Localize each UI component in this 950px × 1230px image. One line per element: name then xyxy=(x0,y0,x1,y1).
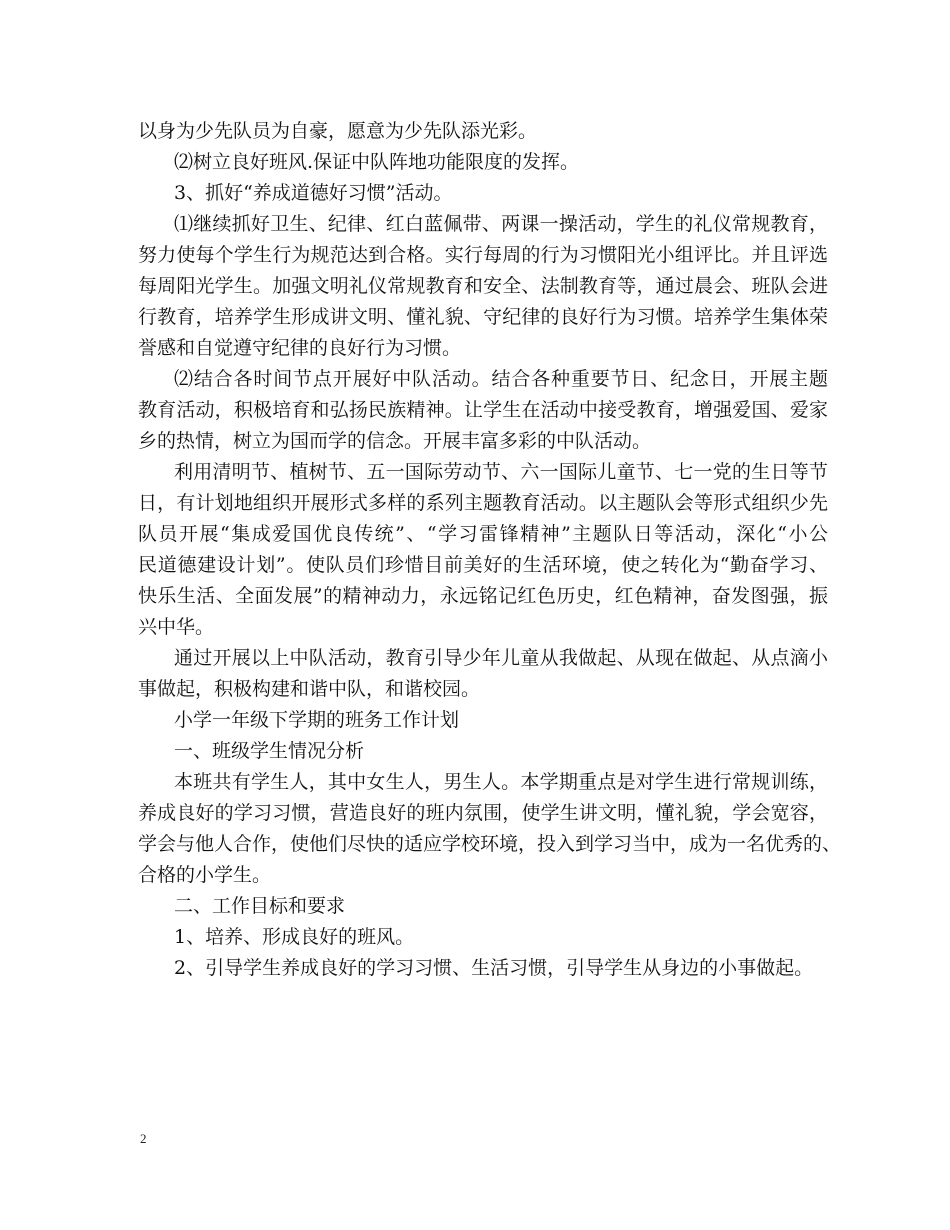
text-line: 通过开展以上中队活动，教育引导少年儿童从我做起、从现在做起、从点滴小 xyxy=(174,647,828,669)
text-line: 快乐生活、全面发展”的精神动力，永远铭记红色历史，红色精神，奋发图强，振 xyxy=(138,585,828,607)
text-line: 民道德建设计划”。使队员们珍惜目前美好的生活环境，使之转化为“勤奋学习、 xyxy=(138,554,828,576)
text-line: 小学一年级下学期的班务工作计划 xyxy=(174,709,460,731)
text-line: 每周阳光学生。加强文明礼仪常规教育和安全、法制教育等，通过晨会、班队会进 xyxy=(138,275,828,297)
page-number: 2 xyxy=(140,1131,147,1146)
text-line: 兴中华。 xyxy=(138,616,215,638)
text-line: 2、引导学生养成良好的学习习惯、生活习惯，引导学生从身边的小事做起。 xyxy=(174,957,814,979)
text-line: 本班共有学生人，其中女生人，男生人。本学期重点是对学生进行常规训练， xyxy=(174,771,828,793)
text-line: 利用清明节、植树节、五一国际劳动节、六一国际儿童节、七一党的生日等节 xyxy=(174,461,828,483)
text-line: 日，有计划地组织开展形式多样的系列主题教育活动。以主题队会等形式组织少先 xyxy=(138,492,828,514)
text-line: 3、抓好“养成道德好习惯”活动。 xyxy=(174,182,453,204)
text-line: 队员开展“集成爱国优良传统”、“学习雷锋精神”主题队日等活动，深化“小公 xyxy=(138,523,828,545)
text-line: 合格的小学生。 xyxy=(138,864,272,886)
text-line: 事做起，积极构建和谐中队，和谐校园。 xyxy=(138,678,481,700)
text-line: 誉感和自觉遵守纪律的良好行为习惯。 xyxy=(138,337,462,359)
text-line: ⑵结合各时间节点开展好中队活动。结合各种重要节日、纪念日，开展主题 xyxy=(174,368,828,390)
text-line: 学会与他人合作，使他们尽快的适应学校环境，投入到学习当中，成为一名优秀的、 xyxy=(138,833,842,855)
text-line: ⑴继续抓好卫生、纪律、红白蓝佩带、两课一操活动，学生的礼仪常规教育， xyxy=(174,213,828,235)
text-line: 二、工作目标和要求 xyxy=(174,895,346,917)
text-line: 努力使每个学生行为规范达到合格。实行每周的行为习惯阳光小组评比。并且评选 xyxy=(138,244,828,266)
text-line: 一、班级学生情况分析 xyxy=(174,740,365,762)
text-line: ⑵树立良好班风.保证中队阵地功能限度的发挥。 xyxy=(174,151,580,173)
text-line: 教育活动，积极培育和弘扬民族精神。让学生在活动中接受教育，增强爱国、爱家 xyxy=(138,399,828,421)
text-line: 以身为少先队员为自豪，愿意为少先队添光彩。 xyxy=(138,120,538,142)
document-body xyxy=(138,116,842,984)
text-line: 乡的热情，树立为国而学的信念。开展丰富多彩的中队活动。 xyxy=(138,430,652,452)
text-line: 行教育，培养学生形成讲文明、懂礼貌、守纪律的良好行为习惯。培养学生集体荣 xyxy=(138,306,828,328)
text-line: 养成良好的学习习惯，营造良好的班内氛围，使学生讲文明，懂礼貌，学会宽容， xyxy=(138,802,828,824)
text-line: 1、培养、形成良好的班风。 xyxy=(174,926,415,948)
